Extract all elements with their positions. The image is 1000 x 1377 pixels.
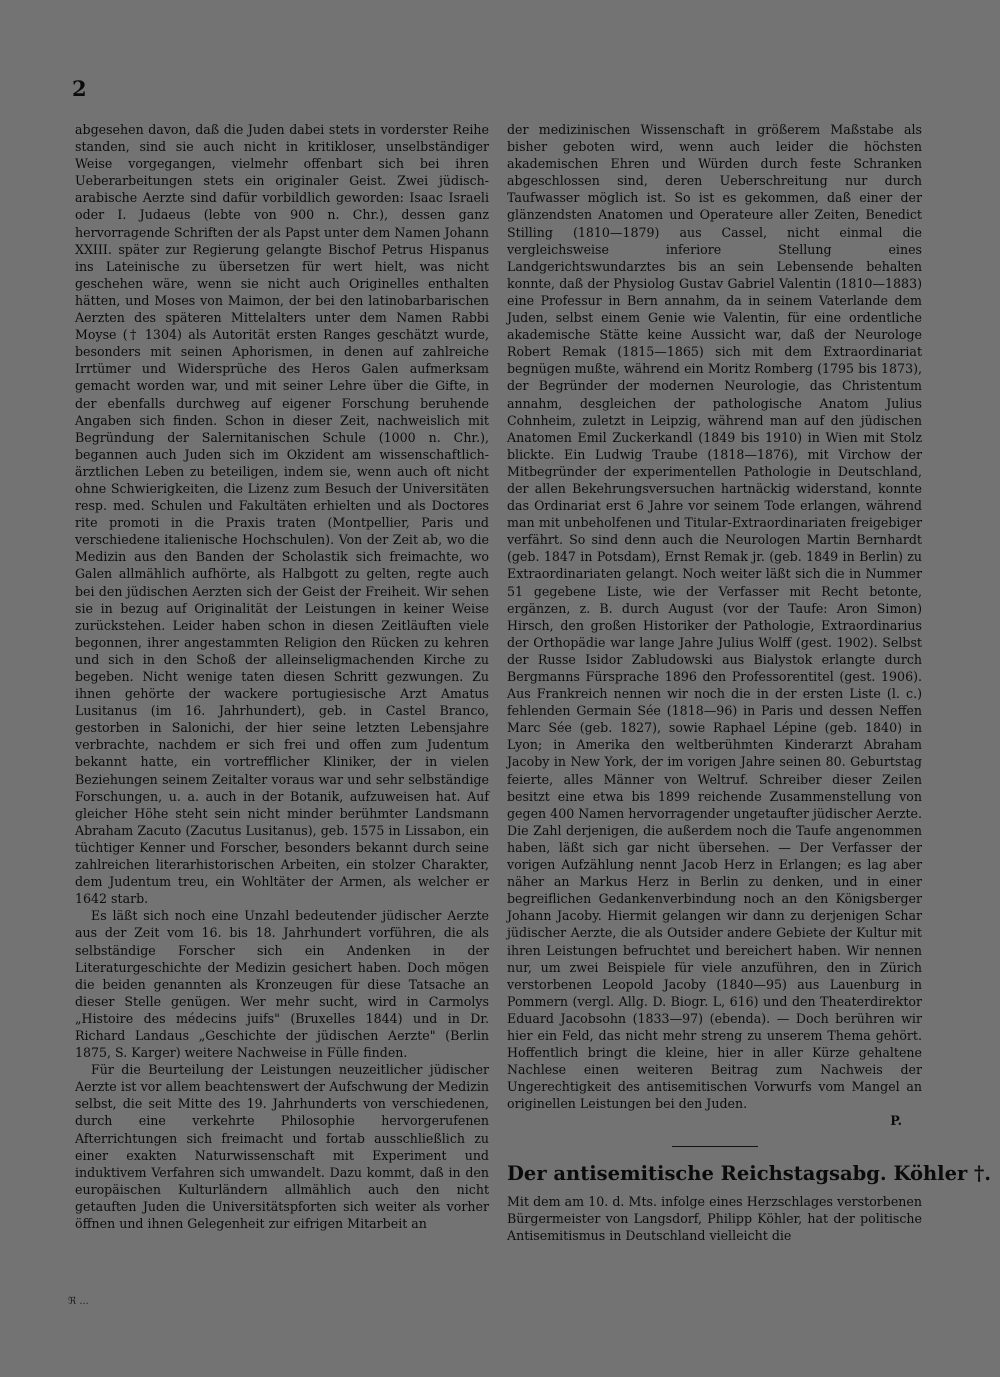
left-column [75,121,489,1232]
right-paragraph-1: der medizinischen Wissenschaft in größerem Maßstabe als bisher geboten wird, wenn auch leider die höchsten akademischen Ehren und Würden durch feste Schranken abgeschlossen sind, deren Ueberschreitung nur durch Taufwasser möglich ist. So ist es gekommen, daß einer der glänzendsten Anatomen und Operateure aller Zeiten, Benedict Stilling (1810—1879) aus Cassel, nicht einmal die vergleichsweise inferiore Stellung eines Landgerichtswundarztes bis an sein Lebensende behalten konnte, daß der Physiolog Gustav Gabriel Valentin (1810—1883) eine Professur in Bern annahm, da in seinem Vaterlande dem Juden, selbst einem Genie wie Valentin, für eine ordentliche akademische Stätte keine Aussicht war, daß der Neurologe Robert Remak (1815—1865) sich mit dem Extraordinariat begnügen mußte, während ein Moritz Romberg (1795 bis 1873), der Begründer der modernen Neurologie, das Christentum annahm, desgleichen der pathologische Anatom Julius Cohnheim, zuletzt in Leipzig, während man auf den jüdischen Anatomen Emil Zuckerkandl (1849 bis 1910) in Wien mit Stolz blickte. Ein Ludwig Traube (1818—1876), mit Virchow der Mitbegründer der experimentellen Pathologie in Deutschland, der allen Bekehrungsversuchen hartnäckig widerstand, konnte das Ordinariat erst 6 Jahre vor seinem Tode erlangen, während man mit unbeholfenen und Titular-Extraordinariaten freigebiger verfährt. So sind denn auch die Neurologen Martin Bernhardt (geb. 1847 in Potsdam), Ernst Remak jr. (geb. 1849 in Berlin) zu Extraordinariaten gelangt. Noch weiter läßt sich die in Nummer 51 gegebene Liste, wie der Verfasser mit Recht betonte, ergänzen, z. B. durch August (vor der Taufe: Aron Simon) Hirsch, den großen Historiker der Pathologie, Extraordinarius der Orthopädie war lange Jahre Julius Wolff (gest. 1902). Selbst der Russe Isidor Zabludowski aus Bialystok erlangte durch Bergmanns Fürsprache 1896 den Professorentitel (gest. 1906). Aus Frankreich nennen wir noch die in der ersten Liste (l. c.) fehlenden Germain Sée (1818—96) in Paris und dessen Neffen Marc Sée (geb. 1827), sowie Raphael Lépine (geb. 1840) in Lyon; in Amerika den weltberühmten Kinderarzt Abraham Jacoby in New York, der im vorigen Jahre seinen 80. Geburtstag feierte, alles Männer von Weltruf. Schreiber dieser Zeilen besitzt eine etwa bis 1899 reichende Zusammenstellung von gegen 400 Namen hervorragender ungetaufter jüdischer Aerzte. Die Zahl derjenigen, die außerdem noch die Taufe angenommen haben, läßt sich gar nicht übersehen. — Der Verfasser der vorigen Aufzählung nennt Jacob Herz in Erlangen; es lag aber näher an Markus Herz in Berlin zu denken, und in einer begreiflichen Gedankenverbindung noch an den Königsberger Johann Jacoby. Hiermit gelangen wir dann zu derjenigen Schar jüdischer Aerzte, die als Outsider andere Gebiete der Kultur mit ihren Leistungen befruchtet und bereichert haben. Wir nennen nur, um zwei Beispiele für viele anzuführen, den in Zürich verstorbenen Leopold Jacoby (1840—95) aus Lauenburg in Pommern (vergl. Allg. D. Biogr. L, 616) und den Theaterdirektor Eduard Jacobsohn (1833—97) (ebenda). — Doch berühren wir hier ein Feld, das nicht mehr streng zu unserem Thema gehört. Hoffentlich bringt die kleine, hier in aller Kürze gehaltene Nachlese einen weiteren Beitrag zum Nachweis der Ungerechtigkeit des antisemitischen Vorwurfs vom Mangel an originellen Leistungen bei den Juden. [507,122,922,1112]
footer-mark: ℜ ... [68,1296,89,1307]
signature-row [507,1112,922,1129]
page-number: 2 [72,76,87,101]
left-paragraph-2: Es läßt sich noch eine Unzahl bedeutender jüdischer Aerzte aus der Zeit vom 16. bis 18. Jahrhundert vorführen, die als selbständige Forscher sich ein Andenken in der Literaturgeschichte der Medizin gesichert haben. Doch mögen die beiden genannten als Kronzeugen für diese Tatsache an dieser Stelle genügen. Wer mehr sucht, wird in Carmolys „Histoire des médecins juifs" (Bruxelles 1844) und in Dr. Richard Landaus „Geschichte der jüdischen Aerzte" (Berlin 1875, S. Karger) weitere Nachweise in Fülle finden. [75,908,489,1061]
article-headline: Der antisemitische Reichstagsabg. Köhler †. [507,1161,992,1185]
left-paragraph-1: abgesehen davon, daß die Juden dabei stets in vorderster Reihe standen, sind sie auch nicht in kritikloser, unselbständiger Weise vorgegangen, vielmehr offenbart sich bei ihren Ueberarbeitungen stets ein originaler Geist. Zwei jüdisch-arabische Aerzte sind dafür vorbildlich geworden: Isaac Israeli oder I. Judaeus (lebte von 900 n. Chr.), dessen ganz hervorragende Schriften der als Papst unter dem Namen Johann XXIII. später zur Regierung gelangte Bischof Petrus Hispanus ins Lateinische zu übersetzen für wert hielt, was nicht geschehen wäre, wenn sie nicht auch Originelles enthalten hätten, und Moses von Maimon, der bei den latinobarbarischen Aerzten des späteren Mittelalters unter dem Namen Rabbi Moyse († 1304) als Autorität ersten Ranges geschätzt wurde, besonders mit seinen Aphorismen, in denen auf zahlreiche Irrtümer und Widersprüche des Heros Galen aufmerksam gemacht worden war, und mit seiner Lehre über die Gifte, in der ebenfalls durchweg auf eigener Forschung beruhende Angaben sich finden. Schon in dieser Zeit, nachweislich mit Begründung der Salernitanischen Schule (1000 n. Chr.), begannen auch Juden sich im Okzident am wissenschaftlich-ärztlichen Leben zu beteiligen, indem sie, wenn auch oft nicht ohne Schwierigkeiten, die Lizenz zum Besuch der Universitäten resp. med. Schulen und Fakultäten erhielten und als Doctores rite promoti in die Praxis traten (Montpellier, Paris und verschiedene italienische Hochschulen). Von der Zeit ab, wo die Medizin aus den Banden der Scholastik sich freimachte, wo Galen allmählich aufhörte, als Halbgott zu gelten, regte auch bei den jüdischen Aerzten sich der Geist der Freiheit. Wir sehen sie in bezug auf Originalität der Leistungen in keiner Weise zurückstehen. Leider haben schon in diesen Zeitläuften viele begonnen, ihrer angestammten Religion den Rücken zu kehren und sich in den Schoß der alleinseligmachenden Kirche zu begeben. Nicht wenige taten diesen Schritt gezwungen. Zu ihnen gehörte der wackere portugiesische Arzt Amatus Lusitanus (im 16. Jahrhundert), geb. in Castel Branco, gestorben in Salonichi, der hier seine letzten Lebensjahre verbrachte, nachdem er sich frei und offen zum Judentum bekannt hatte, ein vortrefflicher Kliniker, der in vielen Beziehungen seinem Zeitalter voraus war und sehr selbständige Forschungen, u. a. auch in der Botanik, aufzuweisen hat. Auf gleicher Höhe steht sein nicht minder berühmter Landsmann Abraham Zacuto (Zacutus Lusitanus), geb. 1575 in Lissabon, ein tüchtiger Kenner und Forscher, besonders bekannt durch seine zahlreichen literarhistorischen Arbeiten, ein stolzer Charakter, dem Judentum treu, ein Wohltäter der Armen, als welcher er 1642 starb. [75,122,489,907]
signature: P. [890,1113,902,1129]
article-body: Mit dem am 10. d. Mts. infolge eines Herzschlages verstorbenen Bürgermeister von Langsdorf, Philipp Köhler, hat der politische Antisemitismus in Deutschland vielleicht die [507,1193,922,1243]
left-paragraph-3: Für die Beurteilung der Leistungen neuzeitlicher jüdischer Aerzte ist vor allem beachtenswert der Aufschwung der Medizin selbst, die seit Mitte des 19. Jahrhunderts von verschiedenen, durch eine verkehrte Philosophie hervorgerufenen Afterrichtungen sich freimacht und fortab ausschließlich zu einer exakten Naturwissenschaft mit Experiment und induktivem Verfahren sich umwandelt. Dazu kommt, daß in den europäischen Kulturländern allmählich auch den nicht getauften Juden die Universitätspforten sich weiter als vorher öffnen und ihnen Gelegenheit zur eifrigen Mitarbeit an [75,1062,489,1231]
right-column [507,121,992,1244]
section-divider [672,1146,758,1147]
